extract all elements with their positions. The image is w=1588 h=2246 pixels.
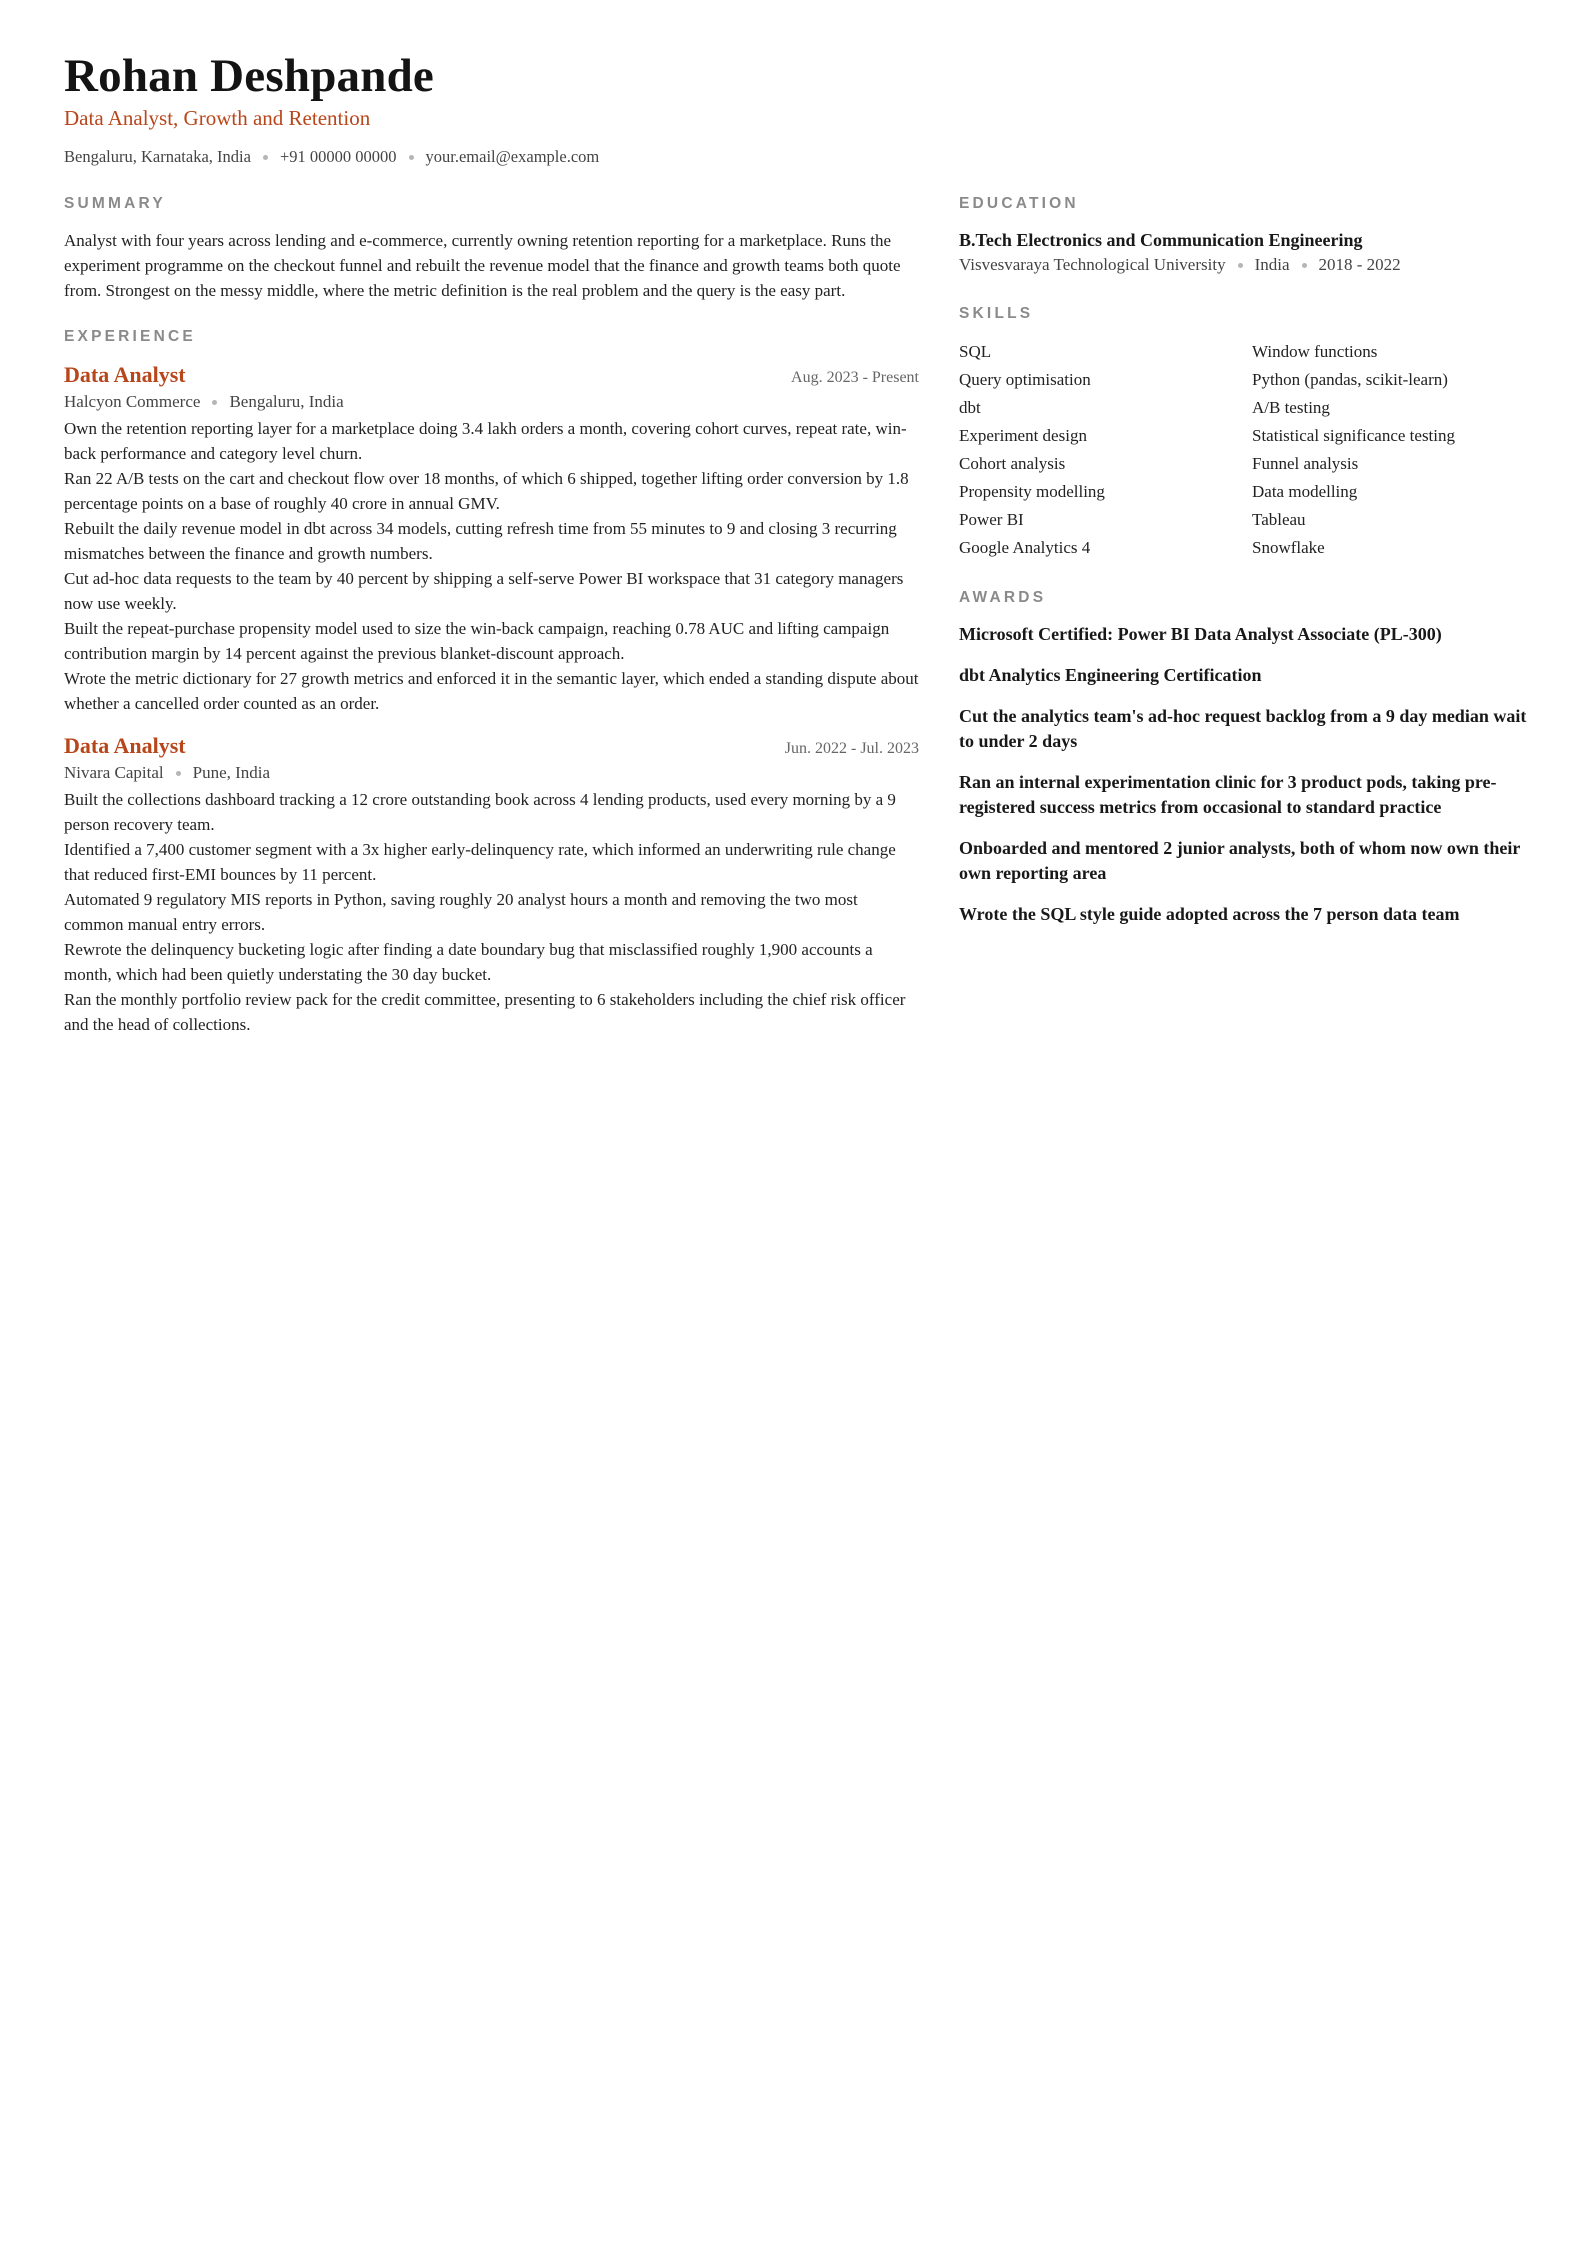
job-bullet: Ran 22 A/B tests on the cart and checkout flow over 18 months, of which 6 shipped, together lifting order conversion by 1.8 percentage points on a base of roughly 40 crore in annual GMV. [64,469,909,513]
resume-page [64,48,1527,1034]
job-bullets [64,787,919,1037]
award-item: Wrote the SQL style guide adopted across the 7 person data team [959,904,1460,924]
skill-item: Snowflake [1252,538,1325,557]
education-school: Visvesvaraya Technological University [959,255,1226,274]
award-item: Cut the analytics team's ad-hoc request backlog from a 9 day median wait to under 2 days [959,706,1527,751]
skill-item: Window functions [1252,342,1378,361]
job-meta [64,390,919,414]
experience-section [64,327,919,1037]
contact-location: Bengaluru, Karnataka, India [64,147,251,166]
job-company: Halcyon Commerce [64,392,201,411]
skills-grid [959,338,1529,562]
candidate-headline: Data Analyst, Growth and Retention [64,106,371,130]
education-location: India [1254,255,1290,274]
left-column [64,194,919,1037]
job-bullet: Built the repeat-purchase propensity model used to size the win-back campaign, reaching 0.78 AUC and lifting campaign contribution margin by 14 percent against the previous blanket-discount approach. [64,619,890,663]
skills-section [959,304,1529,562]
summary-section [64,194,919,303]
right-column [959,194,1529,953]
job-bullet: Rewrote the delinquency bucketing logic after finding a date boundary bug that misclassified roughly 1,900 accounts a month, which had been quietly understating the 30 day bucket. [64,940,873,984]
job-company: Nivara Capital [64,763,164,782]
education-section [959,194,1529,278]
job-location: Pune, India [192,763,271,782]
skill-item: SQL [959,342,992,361]
job-bullet: Built the collections dashboard tracking a 12 crore outstanding book across 4 lending products, used every morning by a 9 person recovery team. [64,790,896,834]
job-bullet: Cut ad-hoc data requests to the team by 40 percent by shipping a self-serve Power BI workspace that 31 category managers now use weekly. [64,569,904,613]
experience-heading: EXPERIENCE [64,328,196,345]
job-bullet: Rebuilt the daily revenue model in dbt across 34 models, cutting refresh time from 55 minutes to 9 and closing 3 recurring mismatches between the finance and growth numbers. [64,519,897,563]
skill-item: Propensity modelling [959,482,1105,501]
job-dates: Aug. 2023 - Present [791,369,919,386]
job-title: Data Analyst [64,733,186,758]
award-item: Onboarded and mentored 2 junior analysts, both of whom now own their own reporting area [959,838,1521,883]
education-degree: B.Tech Electronics and Communication Engineering [959,230,1363,250]
education-meta [959,252,1529,278]
award-item: Microsoft Certified: Power BI Data Analyst Associate (PL-300) [959,624,1442,644]
job-header [64,732,919,761]
job-bullet: Ran the monthly portfolio review pack for the credit committee, presenting to 6 stakeholders including the chief risk officer and the head of collections. [64,990,906,1034]
skill-item: Funnel analysis [1252,454,1359,473]
separator-dot-icon [176,771,181,776]
job-bullet: Wrote the metric dictionary for 27 growth metrics and enforced it in the semantic layer, which ended a standing dispute about whether a cancelled order counted as an order. [64,669,919,713]
job-bullets [64,416,919,716]
contact-line [64,146,1524,168]
job-meta [64,761,919,785]
skill-item: Google Analytics 4 [959,538,1091,557]
separator-dot-icon [263,155,268,160]
education-heading: EDUCATION [959,195,1079,212]
skill-item: A/B testing [1252,398,1330,417]
skill-item: Query optimisation [959,370,1091,389]
skill-item: Experiment design [959,426,1087,445]
awards-heading: AWARDS [959,589,1047,606]
contact-email: your.email@example.com [425,147,600,166]
skills-heading: SKILLS [959,305,1034,322]
skill-item: Power BI [959,510,1024,529]
separator-dot-icon [1238,263,1243,268]
summary-text: Analyst with four years across lending and e-commerce, currently owning retention reporting for a marketplace. Runs the experiment programme on the checkout funnel and rebuilt the revenue model that the finance and growth teams both quote from. Strongest on the messy middle, where the metric definition is the real problem and the query is the easy part. [64,231,901,300]
separator-dot-icon [1302,263,1307,268]
job-entry [64,732,919,1037]
job-bullet: Own the retention reporting layer for a marketplace doing 3.4 lakh orders a month, covering cohort curves, repeat rate, win-back performance and category level churn. [64,419,907,463]
job-header [64,361,919,390]
candidate-name: Rohan Deshpande [64,50,434,102]
job-bullet: Automated 9 regulatory MIS reports in Python, saving roughly 20 analyst hours a month and removing the two most common manual entry errors. [64,890,858,934]
job-bullet: Identified a 7,400 customer segment with a 3x higher early-delinquency rate, which informed an underwriting rule change that reduced first-EMI bounces by 11 percent. [64,840,896,884]
summary-heading: SUMMARY [64,195,166,212]
awards-section [959,588,1529,927]
separator-dot-icon [212,400,217,405]
contact-phone: +91 00000 00000 [279,147,397,166]
skill-item: Statistical significance testing [1252,426,1456,445]
job-location: Bengaluru, India [229,392,344,411]
job-entry [64,361,919,716]
award-item: Ran an internal experimentation clinic for 3 product pods, taking pre-registered success metrics from occasional to standard practice [959,772,1497,817]
skill-item: Python (pandas, scikit-learn) [1252,370,1448,389]
skill-item: Cohort analysis [959,454,1066,473]
skill-item: dbt [959,398,981,417]
job-dates: Jun. 2022 - Jul. 2023 [784,740,919,757]
skill-item: Data modelling [1252,482,1358,501]
skill-item: Tableau [1252,510,1306,529]
separator-dot-icon [409,155,414,160]
job-title: Data Analyst [64,362,186,387]
education-years: 2018 - 2022 [1318,255,1401,274]
award-item: dbt Analytics Engineering Certification [959,665,1262,685]
